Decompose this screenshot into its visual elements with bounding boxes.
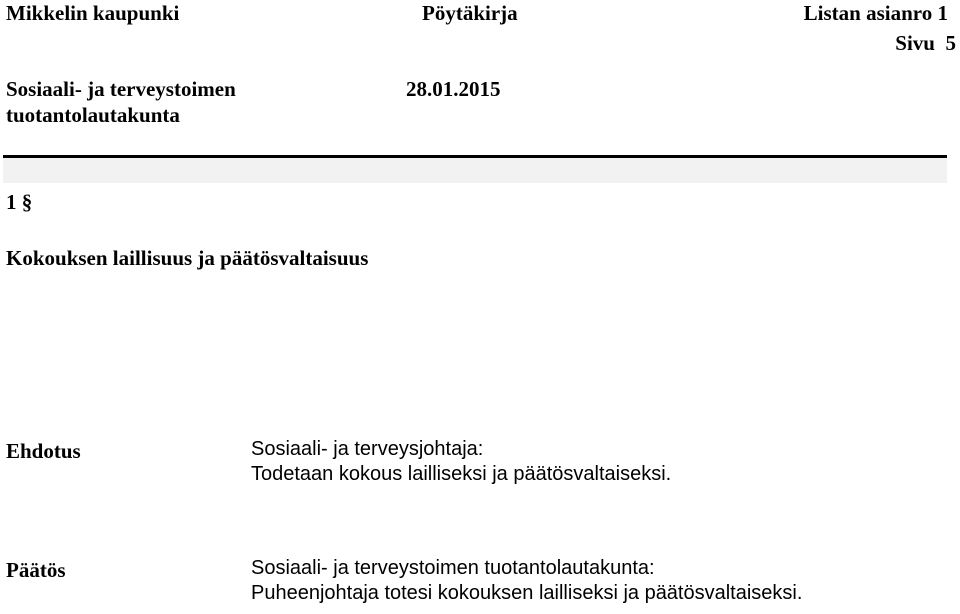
decision-text-line2: Puheenjohtaja totesi kokouksen lailliseksi ja päätösvaltaiseksi. <box>251 582 803 604</box>
proposal-text <box>251 437 671 487</box>
section-title: Kokouksen laillisuus ja päätösvaltaisuus <box>6 246 369 270</box>
header-divider-shade <box>3 158 947 183</box>
organization-name: Mikkelin kaupunki <box>6 1 180 25</box>
decision-label: Päätös <box>6 558 66 582</box>
committee-name-line1: Sosiaali- ja terveystoimen <box>6 77 236 101</box>
decision-text <box>251 556 802 606</box>
section-number: 1 § <box>6 190 33 214</box>
page-number: Sivu 5 <box>895 31 956 55</box>
decision-text-line1: Sosiaali- ja terveystoimen tuotantolautakunta: <box>251 557 655 579</box>
proposal-text-line1: Sosiaali- ja terveysjohtaja: <box>251 438 484 460</box>
list-item-number: Listan asianro 1 <box>803 1 948 25</box>
committee-name-line2: tuotantolautakunta <box>6 103 180 127</box>
committee-name <box>6 76 236 128</box>
proposal-text-line2: Todetaan kokous lailliseksi ja päätösvaltaiseksi. <box>251 463 672 485</box>
meeting-date: 28.01.2015 <box>406 77 501 101</box>
document-type: Pöytäkirja <box>422 1 518 25</box>
proposal-label: Ehdotus <box>6 439 81 463</box>
